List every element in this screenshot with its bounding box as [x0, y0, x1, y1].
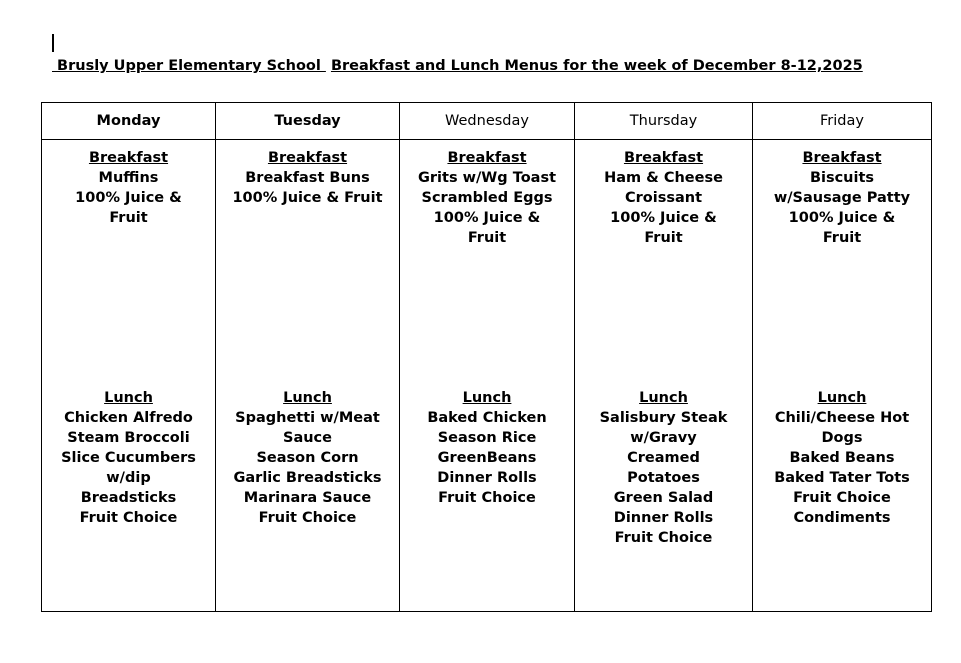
- lunch-section-heading: Lunch: [462, 390, 512, 406]
- breakfast-section: [400, 148, 574, 248]
- day-menu-wednesday: [400, 140, 575, 612]
- document-title: [52, 58, 863, 74]
- menu-item: Marinara Sauce: [243, 490, 372, 506]
- menu-item: Garlic Breadsticks: [233, 470, 382, 486]
- day-header-friday: Friday: [753, 103, 932, 140]
- menu-item: Dinner Rolls: [437, 470, 537, 486]
- menu-row: [42, 140, 932, 612]
- text-cursor: [52, 34, 54, 52]
- menu-item: Fruit Choice: [614, 530, 713, 546]
- menu-item: 100% Juice & Fruit: [232, 190, 383, 206]
- breakfast-section: [575, 148, 752, 248]
- menu-item: Fruit Choice: [793, 490, 891, 506]
- menu-item: Scrambled Eggs: [421, 190, 553, 206]
- menu-item: Fruit Choice: [79, 510, 178, 526]
- menu-item: Ham & Cheese Croissant: [604, 170, 723, 206]
- menu-item: Breadsticks: [80, 490, 177, 506]
- breakfast-section: [42, 148, 215, 228]
- lunch-section: [42, 388, 215, 528]
- menu-item: Chicken Alfredo: [64, 410, 193, 426]
- menu-title: Breakfast and Lunch Menus for the week of December 8-12,2025: [330, 58, 863, 74]
- lunch-section-heading: Lunch: [639, 390, 688, 406]
- menu-item: Fruit Choice: [438, 490, 536, 506]
- lunch-section: [575, 388, 752, 548]
- breakfast-section-heading: Breakfast: [267, 150, 348, 166]
- menu-item: 100% Juice & Fruit: [433, 210, 541, 246]
- menu-table: [41, 102, 932, 612]
- school-name: Brusly Upper Elementary School: [52, 58, 326, 74]
- menu-item: Biscuits w/Sausage Patty: [773, 170, 911, 206]
- day-header-wednesday: Wednesday: [400, 103, 575, 140]
- lunch-section: [753, 388, 931, 528]
- menu-item: Condiments: [793, 510, 891, 526]
- menu-item: Creamed Potatoes: [627, 450, 700, 486]
- menu-item: GreenBeans: [437, 450, 537, 466]
- menu-item: Season Corn: [256, 450, 359, 466]
- menu-item: Grits w/Wg Toast: [417, 170, 557, 186]
- day-menu-thursday: [575, 140, 753, 612]
- menu-item: Season Rice: [437, 430, 537, 446]
- breakfast-section: [216, 148, 399, 208]
- menu-item: Green Salad: [613, 490, 714, 506]
- menu-item: Baked Beans: [789, 450, 895, 466]
- day-menu-tuesday: [216, 140, 400, 612]
- menu-item: Spaghetti w/Meat Sauce: [235, 410, 380, 446]
- day-header-tuesday: Tuesday: [216, 103, 400, 140]
- header-row: [42, 103, 932, 140]
- breakfast-section-heading: Breakfast: [88, 150, 169, 166]
- menu-item: Breakfast Buns: [245, 170, 370, 186]
- menu-item: Chili/Cheese Hot Dogs: [774, 410, 910, 446]
- day-menu-friday: [753, 140, 932, 612]
- menu-item: Steam Broccoli: [67, 430, 190, 446]
- menu-item: 100% Juice & Fruit: [788, 210, 896, 246]
- menu-item: Muffins: [98, 170, 159, 186]
- lunch-section-heading: Lunch: [283, 390, 332, 406]
- lunch-section-heading: Lunch: [104, 390, 153, 406]
- menu-item: Baked Tater Tots: [774, 470, 910, 486]
- day-header-monday: Monday: [42, 103, 216, 140]
- breakfast-section-heading: Breakfast: [623, 150, 704, 166]
- breakfast-section-heading: Breakfast: [447, 150, 527, 166]
- lunch-section-heading: Lunch: [817, 390, 867, 406]
- breakfast-section-heading: Breakfast: [802, 150, 882, 166]
- menu-item: Dinner Rolls: [613, 510, 714, 526]
- menu-item: Fruit Choice: [258, 510, 357, 526]
- day-header-thursday: Thursday: [575, 103, 753, 140]
- menu-item: Slice Cucumbers w/dip: [61, 450, 196, 486]
- menu-item: 100% Juice & Fruit: [610, 210, 717, 246]
- menu-item: Baked Chicken: [427, 410, 547, 426]
- menu-item: 100% Juice & Fruit: [75, 190, 182, 226]
- breakfast-section: [753, 148, 931, 248]
- lunch-section: [216, 388, 399, 528]
- lunch-section: [400, 388, 574, 508]
- menu-item: Salisbury Steak w/Gravy: [599, 410, 728, 446]
- day-menu-monday: [42, 140, 216, 612]
